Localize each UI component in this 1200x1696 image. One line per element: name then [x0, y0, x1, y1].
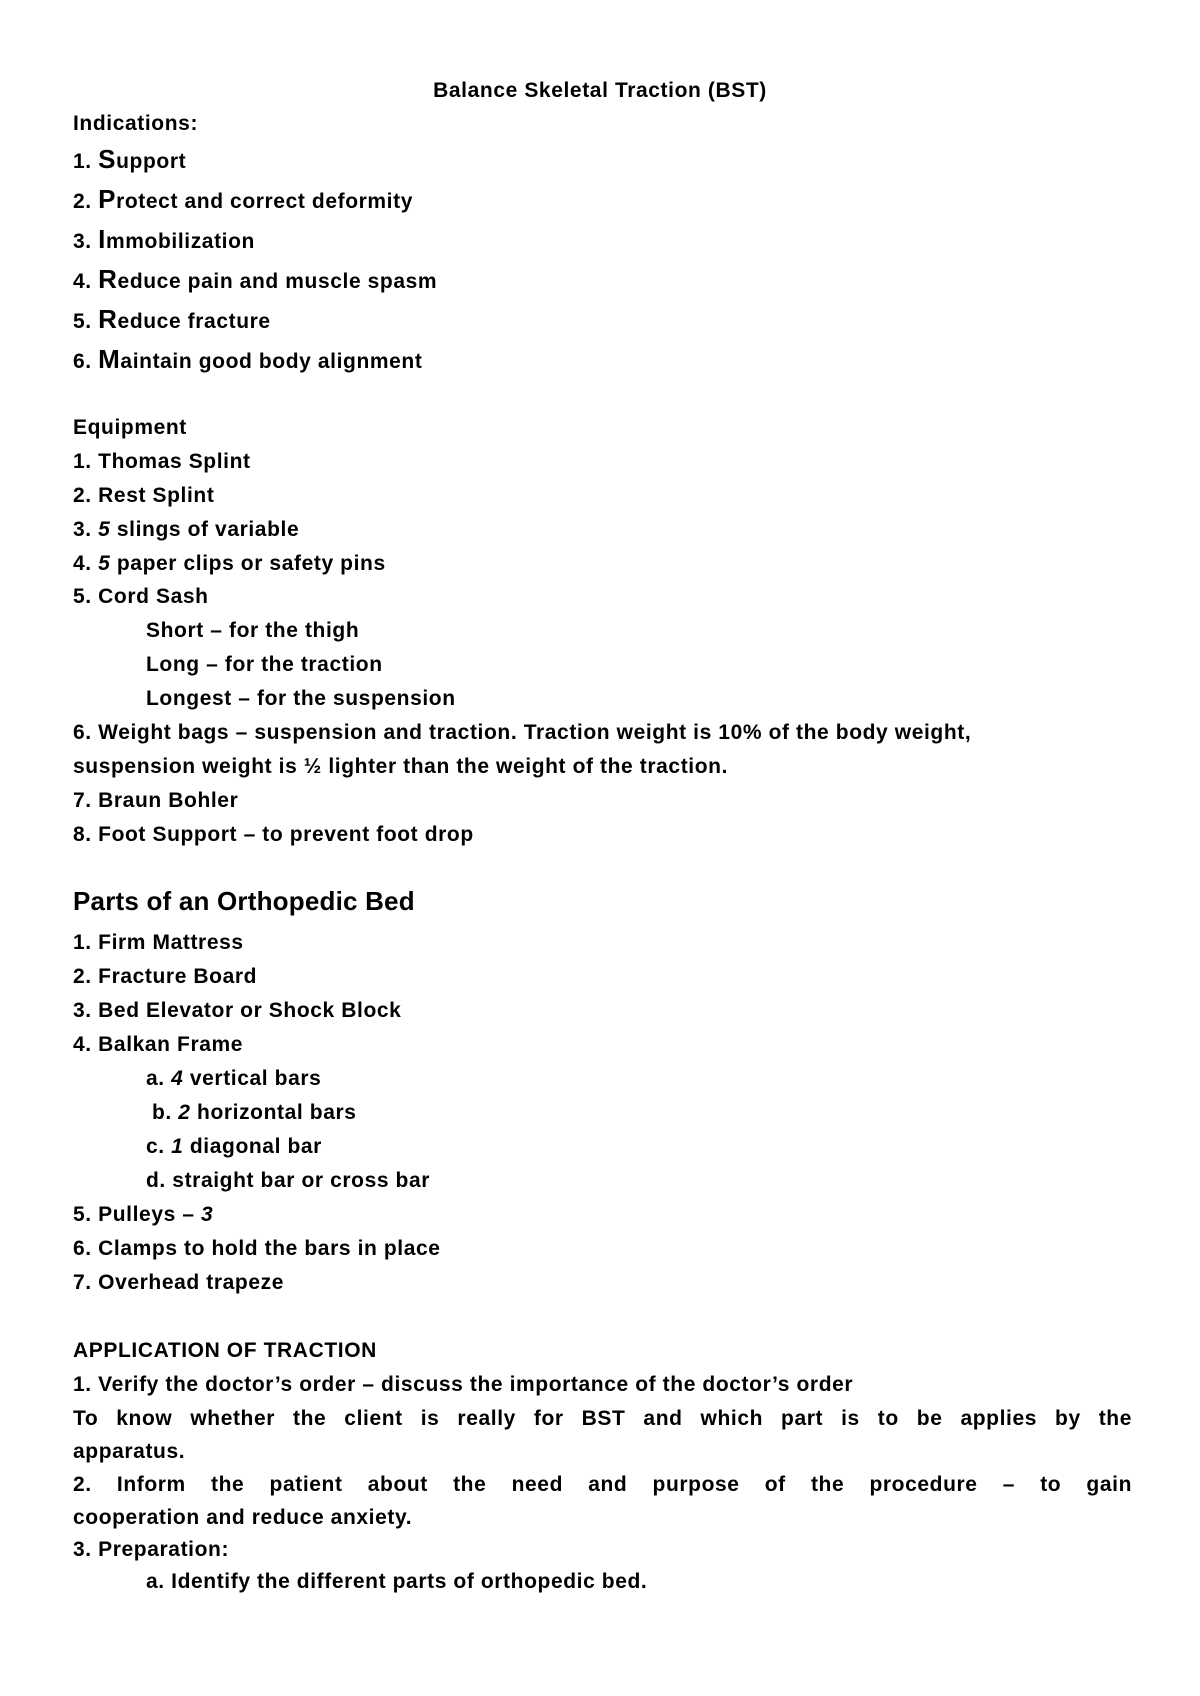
- item-number: 3.: [73, 518, 99, 541]
- equipment-item: 8. Foot Support – to prevent foot drop: [73, 823, 474, 846]
- application-step-detail: To know whether the client is really for BST and which part is to be applies by the: [73, 1407, 1132, 1430]
- item-number: 2.: [73, 190, 99, 213]
- cord-sash-longest: Longest – for the suspension: [146, 687, 456, 710]
- balkan-frame-subitem: d. straight bar or cross bar: [146, 1169, 431, 1192]
- initial-letter: I: [98, 224, 106, 254]
- equipment-item: 1. Thomas Splint: [73, 450, 251, 473]
- indications-heading: Indications:: [73, 112, 199, 135]
- subitem-text: diagonal bar: [183, 1135, 322, 1158]
- subitem-letter: a.: [146, 1067, 172, 1090]
- bed-item: 3. Bed Elevator or Shock Block: [73, 999, 402, 1022]
- application-step: 1. Verify the doctor’s order – discuss the importance of the doctor’s order: [73, 1373, 854, 1396]
- preparation-subitem: a. Identify the different parts of orthopedic bed.: [146, 1570, 648, 1593]
- balkan-frame-subitem: [146, 1134, 1132, 1160]
- bed-item: 6. Clamps to hold the bars in place: [73, 1237, 441, 1260]
- indication-item: [73, 346, 1132, 375]
- application-step-detail-continued: apparatus.: [73, 1440, 186, 1463]
- subitem-text: horizontal bars: [190, 1101, 357, 1124]
- equipment-item: 7. Braun Bohler: [73, 789, 239, 812]
- item-text: educe pain and muscle spasm: [117, 270, 438, 293]
- equipment-item: [73, 551, 1132, 577]
- quantity-value: 1: [171, 1135, 184, 1158]
- equipment-item: [73, 517, 1132, 543]
- bed-item: 7. Overhead trapeze: [73, 1271, 284, 1294]
- quantity-value: 5: [98, 518, 111, 541]
- initial-letter: P: [98, 184, 117, 214]
- application-heading: APPLICATION OF TRACTION: [73, 1339, 377, 1362]
- balkan-frame-subitem: [152, 1100, 1132, 1126]
- item-text: paper clips or safety pins: [110, 552, 386, 575]
- equipment-item: 6. Weight bags – suspension and traction. Traction weight is 10% of the body weight,: [73, 721, 972, 744]
- subitem-text: vertical bars: [183, 1067, 322, 1090]
- balkan-frame-subitem: [146, 1066, 1132, 1092]
- quantity-value: 4: [171, 1067, 184, 1090]
- initial-letter: S: [98, 144, 117, 174]
- bed-item: 2. Fracture Board: [73, 965, 258, 988]
- item-text: 5. Pulleys –: [73, 1203, 202, 1226]
- initial-letter: R: [98, 264, 118, 294]
- bed-item: 1. Firm Mattress: [73, 931, 244, 954]
- indication-item: [73, 146, 1132, 175]
- item-text: rotect and correct deformity: [116, 190, 413, 213]
- subitem-letter: b.: [152, 1101, 179, 1124]
- quantity-value: 5: [98, 552, 111, 575]
- quantity-value: 3: [201, 1203, 214, 1226]
- equipment-item: 2. Rest Splint: [73, 484, 215, 507]
- application-step-continued: cooperation and reduce anxiety.: [73, 1506, 413, 1529]
- equipment-heading: Equipment: [73, 416, 187, 439]
- indication-item: [73, 226, 1132, 255]
- item-text: mmobilization: [105, 230, 255, 253]
- item-number: 1.: [73, 150, 99, 173]
- initial-letter: M: [98, 344, 121, 374]
- equipment-item-continued: suspension weight is ½ lighter than the weight of the traction.: [73, 755, 729, 778]
- initial-letter: R: [98, 304, 118, 334]
- item-number: 4.: [73, 270, 99, 293]
- item-text: aintain good body alignment: [120, 350, 423, 373]
- item-number: 6.: [73, 350, 99, 373]
- bed-heading: Parts of an Orthopedic Bed: [73, 886, 415, 916]
- item-text: slings of variable: [110, 518, 300, 541]
- item-text: educe fracture: [117, 310, 271, 333]
- item-number: 4.: [73, 552, 99, 575]
- indication-item: [73, 186, 1132, 215]
- item-number: 3.: [73, 230, 99, 253]
- document-title: Balance Skeletal Traction (BST): [433, 79, 767, 102]
- application-step: 3. Preparation:: [73, 1538, 230, 1561]
- equipment-item: 5. Cord Sash: [73, 585, 209, 608]
- quantity-value: 2: [178, 1101, 191, 1124]
- cord-sash-long: Long – for the traction: [146, 653, 383, 676]
- indication-item: [73, 306, 1132, 335]
- cord-sash-short: Short – for the thigh: [146, 619, 360, 642]
- item-number: 5.: [73, 310, 99, 333]
- indication-item: [73, 266, 1132, 295]
- bed-item: [73, 1202, 1132, 1228]
- bed-item: 4. Balkan Frame: [73, 1033, 244, 1056]
- subitem-letter: c.: [146, 1135, 172, 1158]
- item-text: upport: [116, 150, 187, 173]
- application-step: 2. Inform the patient about the need and purpose of the procedure – to gain: [73, 1473, 1132, 1496]
